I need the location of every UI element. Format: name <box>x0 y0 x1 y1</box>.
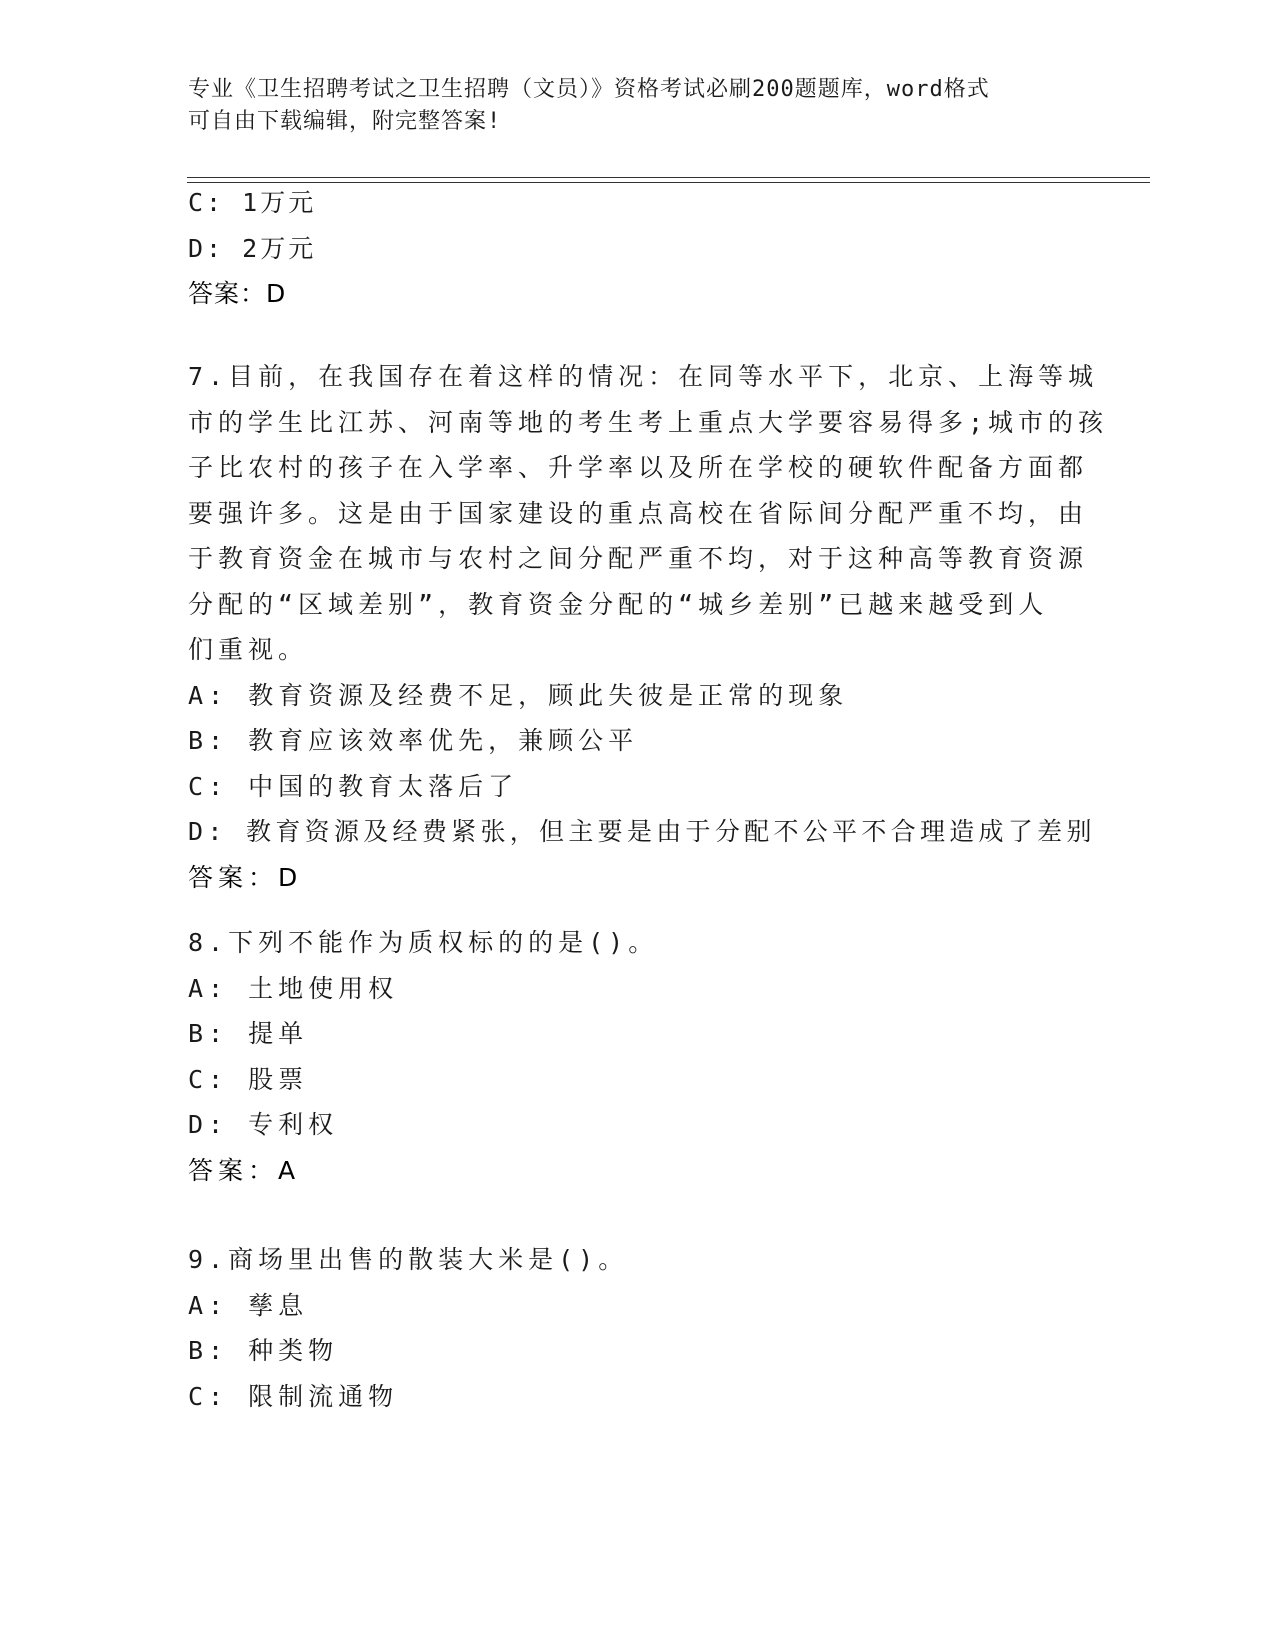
option-c: C: 股票 <box>188 1064 309 1094</box>
question-stem-line: 分配的“区域差别”，教育资金分配的“城乡差别”已越来越受到人 <box>188 589 1049 619</box>
question-stem-line: 9.商场里出售的散装大米是()。 <box>188 1245 629 1274</box>
question-stem-line: 子比农村的孩子在入学率、升学率以及所在学校的硬软件配备方面都 <box>188 453 1089 482</box>
question-9 <box>188 1237 1088 1419</box>
header-title-line-2: 可自由下载编辑，附完整答案! <box>188 109 502 134</box>
question-stem-line: 7.目前，在我国存在着这样的情况：在同等水平下，北京、上海等城 <box>188 362 1099 391</box>
option-b: B: 提单 <box>188 1019 309 1048</box>
option-a: A: 土地使用权 <box>188 973 399 1003</box>
option-d: D: 2万元 <box>188 233 317 263</box>
option-b: B: 种类物 <box>188 1336 339 1365</box>
option-a: A: 孳息 <box>188 1290 309 1320</box>
option-d: D: 教育资源及经费紧张，但主要是由于分配不公平不合理造成了差别 <box>188 817 1096 846</box>
question-stem-line: 们重视。 <box>188 635 309 664</box>
question-8 <box>188 920 1088 1193</box>
question-stem-line: 8.下列不能作为质权标的的是()。 <box>188 928 659 957</box>
question-stem-line: 于教育资金在城市与农村之间分配严重不均，对于这种高等教育资源 <box>188 544 1089 573</box>
option-a: A: 教育资源及经费不足，顾此失彼是正常的现象 <box>188 680 849 710</box>
option-c: C: 1万元 <box>188 188 317 217</box>
option-b: B: 教育应该效率优先，兼顾公平 <box>188 726 639 755</box>
answer-line: 答案：D <box>188 279 287 308</box>
question-7 <box>188 354 1109 900</box>
document-header <box>188 74 1068 138</box>
option-d: D: 专利权 <box>188 1110 339 1139</box>
option-c: C: 限制流通物 <box>188 1381 399 1411</box>
option-c: C: 中国的教育太落后了 <box>188 771 519 801</box>
question-6-continuation <box>188 180 1088 317</box>
question-stem-line: 要强许多。这是由于国家建设的重点高校在省际间分配严重不均，由 <box>188 498 1089 528</box>
answer-line: 答案：D <box>188 862 303 892</box>
header-title-line-1: 专业《卫生招聘考试之卫生招聘（文员）》资格考试必刷200题题库，word格式 <box>188 77 990 102</box>
question-stem-line: 市的学生比江苏、河南等地的考生考上重点大学要容易得多;城市的孩 <box>188 407 1109 437</box>
answer-line: 答案：A <box>188 1155 301 1185</box>
